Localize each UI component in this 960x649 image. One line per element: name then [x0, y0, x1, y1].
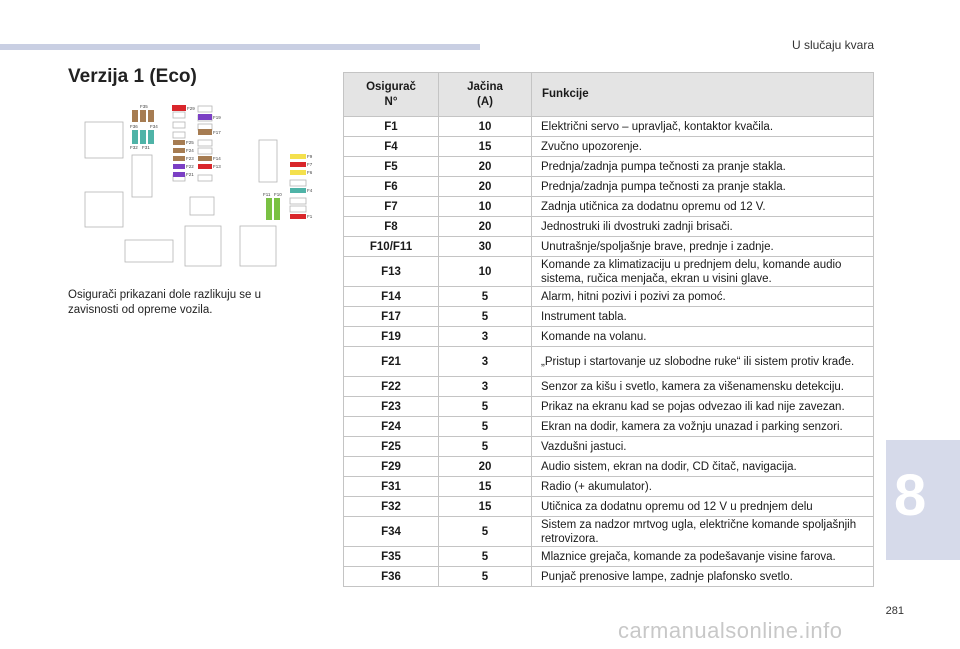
- amperage-cell: 10: [439, 257, 532, 287]
- fuse-number-cell: F31: [344, 477, 439, 497]
- fuse-f1: [290, 214, 306, 219]
- fuse-f19: [198, 114, 212, 120]
- fuse-f32: [132, 130, 138, 144]
- table-row: [344, 177, 874, 197]
- fuse-number-cell: F22: [344, 377, 439, 397]
- diagram-label-f35: F35: [140, 104, 148, 109]
- fuse-f35: [140, 110, 146, 122]
- fuse-number-cell: F32: [344, 497, 439, 517]
- chapter-title: U slučaju kvara: [791, 38, 874, 52]
- table-row: [344, 457, 874, 477]
- fuse-table-body: [344, 117, 874, 587]
- diagram-label-f7: F7: [307, 162, 313, 167]
- chapter-tab: [886, 440, 960, 560]
- table-row: [344, 477, 874, 497]
- amperage-cell: 5: [439, 417, 532, 437]
- amperage-cell: 5: [439, 287, 532, 307]
- fuse-f9: [290, 154, 306, 159]
- diagram-label-f9: F9: [307, 154, 313, 159]
- table-row: [344, 567, 874, 587]
- fuse-number-cell: F19: [344, 327, 439, 347]
- diagram-label-f23: F23: [186, 156, 194, 161]
- diagram-label-f17: F17: [213, 130, 221, 135]
- table-row: [344, 217, 874, 237]
- amperage-cell: 20: [439, 217, 532, 237]
- amperage-cell: 30: [439, 237, 532, 257]
- header-amperage: Jačina (A): [439, 73, 532, 117]
- fuse-f21: [173, 172, 185, 177]
- function-cell: Jednostruki ili dvostruki zadnji brisači.: [532, 217, 874, 237]
- fuse-f34: [148, 110, 154, 122]
- table-row: [344, 547, 874, 567]
- fuse-number-cell: F36: [344, 567, 439, 587]
- diagram-label-f34: F34: [150, 124, 158, 129]
- table-row: [344, 257, 874, 287]
- amperage-cell: 10: [439, 197, 532, 217]
- amperage-cell: 5: [439, 397, 532, 417]
- table-row: [344, 197, 874, 217]
- amperage-cell: 10: [439, 117, 532, 137]
- fuse-f24: [173, 148, 185, 153]
- diagram-outlines: [85, 106, 306, 266]
- diagram-label-f31: F31: [142, 145, 150, 150]
- function-cell: Senzor za kišu i svetlo, kamera za višenamensku detekciju.: [532, 377, 874, 397]
- header-bar: [0, 44, 480, 50]
- function-cell: Alarm, hitni pozivi i pozivi za pomoć.: [532, 287, 874, 307]
- diagram-label-f19: F19: [213, 115, 221, 120]
- fuse-number-cell: F17: [344, 307, 439, 327]
- amperage-cell: 5: [439, 307, 532, 327]
- fuse-box-diagram: [80, 100, 320, 275]
- fuse-f11: [266, 198, 272, 220]
- amperage-cell: 3: [439, 347, 532, 377]
- fuse-number-cell: F35: [344, 547, 439, 567]
- section-title: Verzija 1 (Eco): [68, 66, 197, 87]
- table-row: [344, 417, 874, 437]
- note-text: Osigurači prikazani dole razlikuju se u zavisnosti od opreme vozila.: [68, 289, 262, 316]
- diagram-label-f24: F24: [186, 148, 194, 153]
- amperage-cell: 20: [439, 457, 532, 477]
- amperage-cell: 3: [439, 327, 532, 347]
- table-row: [344, 237, 874, 257]
- fuse-number-cell: F8: [344, 217, 439, 237]
- table-row: [344, 327, 874, 347]
- fuse-number-cell: F10/F11: [344, 237, 439, 257]
- function-cell: Utičnica za dodatnu opremu od 12 V u prednjem delu: [532, 497, 874, 517]
- function-cell: Komande za klimatizaciju u prednjem delu, komande audio sistema, ručica menjača, ekran u visini glave.: [532, 257, 874, 287]
- function-cell: Radio (+ akumulator).: [532, 477, 874, 497]
- table-row: [344, 397, 874, 417]
- diagram-label-f21: F21: [186, 172, 194, 177]
- fuse-f29: [172, 105, 186, 111]
- fuse-f6: [290, 170, 306, 175]
- fuse-f13: [198, 164, 212, 169]
- fuse-f10: [274, 198, 280, 220]
- function-cell: Sistem za nadzor mrtvog ugla, električne komande spoljašnjih retrovizora.: [532, 517, 874, 547]
- function-cell: Instrument tabla.: [532, 307, 874, 327]
- diagram-label-f1: F1: [307, 214, 313, 219]
- function-cell: „Pristup i startovanje uz slobodne ruke“ ili sistem protiv krađe.: [532, 347, 874, 377]
- fuse-number-cell: F34: [344, 517, 439, 547]
- fuse-number-cell: F5: [344, 157, 439, 177]
- function-cell: Zvučno upozorenje.: [532, 137, 874, 157]
- table-row: [344, 497, 874, 517]
- function-cell: Prednja/zadnja pumpa tečnosti za pranje stakla.: [532, 157, 874, 177]
- table-row: [344, 157, 874, 177]
- fuse-number-cell: F21: [344, 347, 439, 377]
- amperage-cell: 5: [439, 567, 532, 587]
- table-row: [344, 377, 874, 397]
- amperage-cell: 5: [439, 517, 532, 547]
- chapter-number: 8: [894, 463, 927, 528]
- fuse-number-cell: F24: [344, 417, 439, 437]
- diagram-label-f36: F36: [130, 124, 138, 129]
- function-cell: Audio sistem, ekran na dodir, CD čitač, navigacija.: [532, 457, 874, 477]
- fuse-f36: [132, 110, 138, 122]
- amperage-cell: 20: [439, 157, 532, 177]
- diagram-label-f11: F11: [263, 192, 271, 197]
- function-cell: Ekran na dodir, kamera za vožnju unazad i parking senzori.: [532, 417, 874, 437]
- function-cell: Električni servo – upravljač, kontaktor kvačila.: [532, 117, 874, 137]
- diagram-label-f4: F4: [307, 188, 313, 193]
- fuse-f22: [173, 164, 185, 169]
- amperage-cell: 20: [439, 177, 532, 197]
- function-cell: Mlaznice grejača, komande za podešavanje visine farova.: [532, 547, 874, 567]
- fuse-f25: [173, 140, 185, 145]
- table-header-row: [344, 73, 874, 117]
- diagram-label-f29: F29: [187, 106, 195, 111]
- amperage-cell: 5: [439, 547, 532, 567]
- diagram-label-f22: F22: [186, 164, 194, 169]
- watermark: carmanualsonline.info: [618, 618, 843, 643]
- table-row: [344, 307, 874, 327]
- function-cell: Zadnja utičnica za dodatnu opremu od 12 V.: [532, 197, 874, 217]
- fuse-number-cell: F25: [344, 437, 439, 457]
- fuse-number-cell: F1: [344, 117, 439, 137]
- page-number: 281: [885, 605, 904, 617]
- fuse-number-cell: F14: [344, 287, 439, 307]
- fuse-f17: [198, 129, 212, 135]
- fuse-number-cell: F6: [344, 177, 439, 197]
- fuse-f30: [148, 130, 154, 144]
- fuse-number-cell: F13: [344, 257, 439, 287]
- table-row: [344, 117, 874, 137]
- amperage-cell: 15: [439, 137, 532, 157]
- table-row: [344, 517, 874, 547]
- diagram-label-f32: F32: [130, 145, 138, 150]
- diagram-label-f14: F14: [213, 156, 221, 161]
- fuse-f23: [173, 156, 185, 161]
- function-cell: Punjač prenosive lampe, zadnje plafonsko svetlo.: [532, 567, 874, 587]
- amperage-cell: 15: [439, 497, 532, 517]
- function-cell: Prednja/zadnja pumpa tečnosti za pranje stakla.: [532, 177, 874, 197]
- header-functions: Funkcije: [532, 73, 874, 117]
- table-row: [344, 347, 874, 377]
- function-cell: Komande na volanu.: [532, 327, 874, 347]
- fuse-number-cell: F23: [344, 397, 439, 417]
- amperage-cell: 15: [439, 477, 532, 497]
- fuse-f7: [290, 162, 306, 167]
- diagram-label-f25: F25: [186, 140, 194, 145]
- fuse-number-cell: F7: [344, 197, 439, 217]
- function-cell: Prikaz na ekranu kad se pojas odvezao ili kad nije zavezan.: [532, 397, 874, 417]
- fuse-number-cell: F4: [344, 137, 439, 157]
- amperage-cell: 3: [439, 377, 532, 397]
- fuse-f31: [140, 130, 146, 144]
- diagram-label-f10: F10: [274, 192, 282, 197]
- function-cell: Unutrašnje/spoljašnje brave, prednje i zadnje.: [532, 237, 874, 257]
- fuse-table: [343, 72, 874, 587]
- function-cell: Vazdušni jastuci.: [532, 437, 874, 457]
- amperage-cell: 5: [439, 437, 532, 457]
- table-row: [344, 287, 874, 307]
- header-fuse-number: Osigurač N°: [344, 73, 439, 117]
- fuse-f4: [290, 188, 306, 193]
- table-row: [344, 137, 874, 157]
- diagram-label-f13: F13: [213, 164, 221, 169]
- fuse-f14: [198, 156, 212, 161]
- diagram-label-f6: F6: [307, 170, 313, 175]
- fuse-number-cell: F29: [344, 457, 439, 477]
- table-row: [344, 437, 874, 457]
